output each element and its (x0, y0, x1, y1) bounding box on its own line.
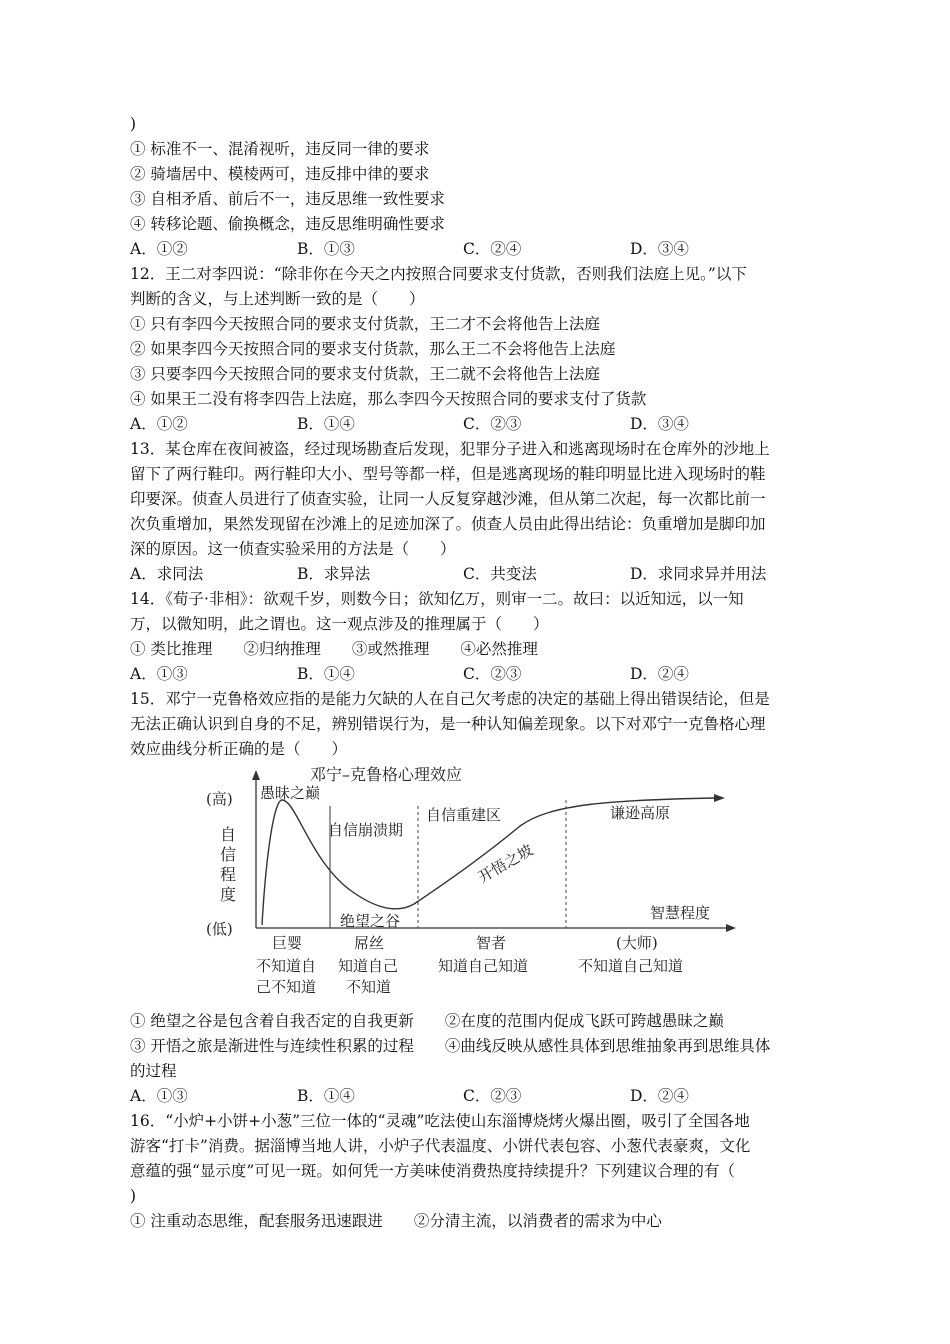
stage-1-name: 巨婴 (272, 934, 303, 952)
q15-option-a: A．①③ (130, 1087, 188, 1105)
label-zone-collapse: 自信崩溃期 (328, 821, 404, 839)
q16-stem-4: ) (130, 1187, 137, 1205)
label-valley: 绝望之谷 (340, 912, 401, 930)
q11-option-c: C．②④ (463, 240, 522, 258)
q14-items: ① 类比推理 ②归纳推理 ③或然推理 ④必然推理 (130, 640, 538, 658)
q13-option-a: A．求同法 (130, 565, 204, 583)
q12-stem-2: 判断的含义，与上述判断一致的是（ ） (130, 290, 425, 308)
q11-option-b: B．①③ (297, 240, 355, 258)
q14-stem-2: 万，以微知明，此之谓也。这一观点涉及的推理属于（ ） (130, 615, 549, 633)
stage-4-name: (大师) (616, 934, 658, 952)
dunning-kruger-chart (200, 760, 760, 1000)
q15-stem-1: 15．邓宁一克鲁格效应指的是能力欠缺的人在自己欠考虑的决定的基础上得出错误结论，但是 (130, 690, 770, 708)
q12-item-2: ② 如果李四今天按照合同的要求支付货款，那么王二不会将他告上法庭 (130, 340, 616, 358)
q15-option-b: B．①④ (297, 1087, 355, 1105)
q16-stem-2: 游客“打卡”消费。据淄博当地人讲，小炉子代表温度、小饼代表包容、小葱代表豪爽，文化 (130, 1137, 751, 1155)
q14-option-a: A．①③ (130, 665, 188, 683)
q11-item-2: ② 骑墙居中、模棱两可，违反排中律的要求 (130, 165, 430, 183)
q11-option-a: A．①② (130, 240, 188, 258)
q13-stem-4: 次负重增加，果然发现留在沙滩上的足迹加深了。侦查人员由此得出结论：负重增加是脚印加 (130, 515, 766, 533)
q16-stem-1: 16．“小炉+小饼+小葱”三位一体的“灵魂”吃法使山东淄博烧烤火爆出圈，吸引了全国各地 (130, 1112, 750, 1130)
x-axis-label: 智慧程度 (650, 904, 711, 922)
q16-items: ① 注重动态思维，配套服务迅速跟进 ②分清主流，以消费者的需求为中心 (130, 1212, 662, 1230)
q15-option-c: C．②③ (463, 1087, 522, 1105)
q11-item-3: ③ 自相矛盾、前后不一，违反思维一致性要求 (130, 190, 445, 208)
label-plateau: 谦逊高原 (610, 804, 671, 822)
q13-option-d: D．求同求异并用法 (630, 565, 767, 583)
q15-item-line-2: ③ 开悟之旅是渐进性与连续性积累的过程 ④曲线反映从感性具体到思维抽象再到思维具体 (130, 1037, 771, 1055)
q12-stem-1: 12．王二对李四说：“除非你在今天之内按照合同要求支付货款，否则我们法庭上见。”以下 (130, 265, 747, 283)
q12-item-1: ① 只有李四今天按照合同的要求支付货款，王二才不会将他告上法庭 (130, 315, 600, 333)
y-axis-arrow (252, 770, 260, 780)
q13-stem-1: 13．某仓库在夜间被盗，经过现场勘查后发现，犯罪分子进入和逃离现场时在仓库外的沙地上 (130, 440, 770, 458)
q12-option-d: D．③④ (630, 415, 689, 433)
q14-stem-1: 14．《荀子·非相》：欲观千岁，则数今日；欲知亿万，则审一二。故曰：以近知远，以一知 (130, 590, 744, 608)
stage-3-name: 智者 (476, 934, 507, 952)
stage-2-name: 屌丝 (354, 934, 385, 952)
y-label-char-1: 自 (220, 825, 237, 844)
y-label-char-4: 度 (220, 885, 237, 904)
stage-4-desc-1: 不知道自己知道 (578, 957, 684, 975)
q13-stem-3: 印要深。侦查人员进行了侦查实验，让同一人反复穿越沙滩，但从第二次起，每一次都比前一 (130, 490, 766, 508)
q13-stem-5: 深的原因。这一侦查实验采用的方法是（ ） (130, 540, 456, 558)
y-label-char-3: 程 (220, 865, 237, 884)
q15-item-line-1: ① 绝望之谷是包含着自我否定的自我更新 ②在度的范围内促成飞跃可跨越愚昧之巅 (130, 1012, 724, 1030)
stage-1-desc-1: 不知道自 (256, 957, 317, 975)
q11-option-d: D．③④ (630, 240, 689, 258)
stage-3-desc-1: 知道自己知道 (438, 957, 529, 975)
q12-option-a: A．①② (130, 415, 188, 433)
q14-option-b: B．①④ (297, 665, 355, 683)
q11-item-4: ④ 转移论题、偷换概念，违反思维明确性要求 (130, 215, 445, 233)
q12-item-4: ④ 如果王二没有将李四告上法庭，那么李四今天按照合同的要求支付了货款 (130, 390, 647, 408)
x-axis-arrow (726, 924, 736, 932)
q12-item-3: ③ 只要李四今天按照合同的要求支付货款，王二就不会将他告上法庭 (130, 365, 600, 383)
stage-2-desc-2: 不知道 (346, 978, 392, 996)
curve-arrow (714, 794, 725, 802)
q14-option-d: D．②④ (630, 665, 689, 683)
q11-item-1: ① 标准不一、混淆视听，违反同一律的要求 (130, 140, 430, 158)
q13-option-c: C．共变法 (463, 565, 537, 583)
y-label-char-2: 信 (220, 845, 237, 864)
q14-option-c: C．②③ (463, 665, 522, 683)
chart-title: 邓宁–克鲁格心理效应 (310, 765, 463, 784)
q13-option-b: B．求异法 (297, 565, 371, 583)
y-low-label: (低) (206, 920, 233, 938)
label-peak: 愚昧之巅 (260, 784, 321, 802)
stage-1-desc-2: 己不知道 (256, 978, 317, 996)
q15-stem-2: 无法正确认识到自身的不足，辨别错误行为，是一种认知偏差现象。以下对邓宁一克鲁格心理 (130, 715, 766, 733)
q12-option-b: B．①④ (297, 415, 355, 433)
q15-option-d: D．②④ (630, 1087, 689, 1105)
q15-stem-3: 效应曲线分析正确的是（ ） (130, 740, 348, 758)
q11-stem-tail: ) (130, 115, 137, 133)
q12-option-c: C．②③ (463, 415, 522, 433)
q13-stem-2: 留下了两行鞋印。两行鞋印大小、型号等都一样，但是逃离现场的鞋印明显比进入现场时的鞋 (130, 465, 766, 483)
label-zone-rebuild: 自信重建区 (426, 806, 502, 824)
q15-item-line-3: 的过程 (130, 1062, 177, 1080)
stage-2-desc-1: 知道自己 (338, 957, 399, 975)
q16-stem-3: 意蕴的强“显示度”可见一斑。如何凭一方美味使消费热度持续提升？下列建议合理的有（ (130, 1162, 735, 1180)
y-high-label: (高) (206, 790, 233, 808)
label-slope: 开悟之坡 (475, 840, 536, 887)
